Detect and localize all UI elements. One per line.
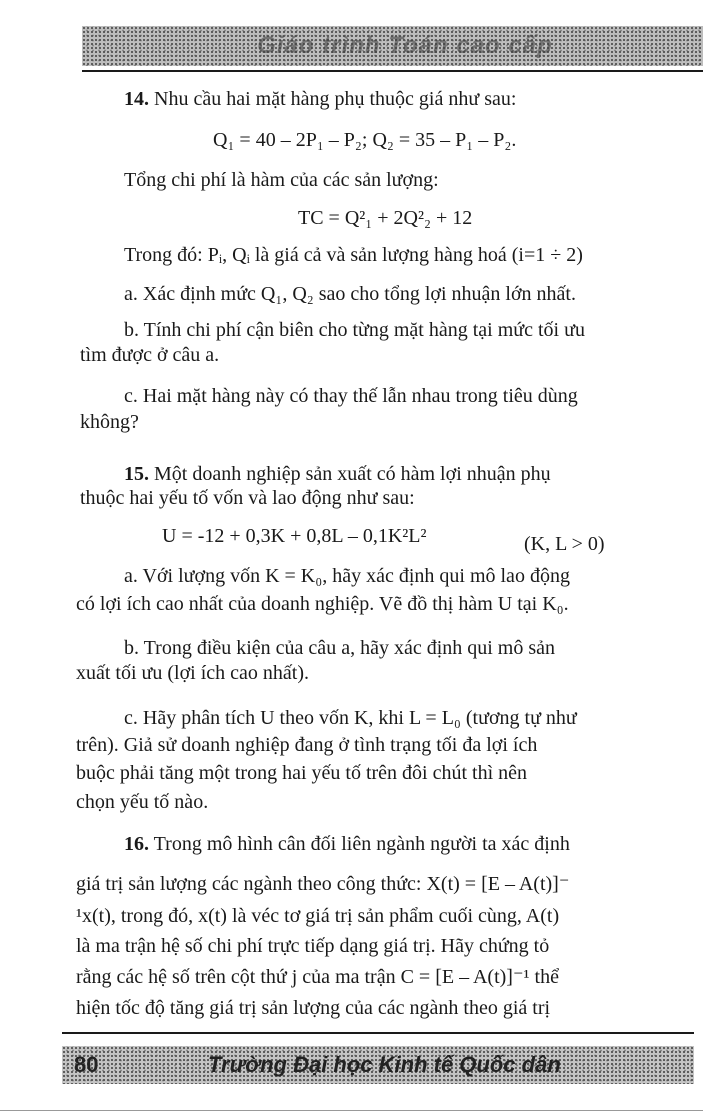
problem-15-part-c-line1: c. Hãy phân tích U theo vốn K, khi L = L₀ (tương tự như [124, 707, 577, 729]
problem-15-number: 15. [124, 463, 149, 485]
problem-15-intro-line2: thuộc hai yếu tố vốn và lao động như sau: [80, 487, 415, 509]
problem-15-condition: (K, L > 0) [524, 533, 605, 555]
problem-14-part-b-line1: b. Tính chi phí cận biên cho từng mặt hàng tại mức tối ưu [124, 319, 585, 341]
problem-15-intro-line1 [124, 462, 551, 486]
problem-15-part-c-line3: buộc phải tăng một trong hai yếu tố trên đôi chút thì nên [76, 762, 528, 784]
running-header-title: Giáo trình Toán cao cấp [257, 32, 553, 59]
problem-14-part-c-line2: không? [80, 411, 139, 433]
header-rule [82, 70, 703, 72]
problem-15-part-a-line1: a. Với lượng vốn K = K₀, hãy xác định qui mô lao động [124, 565, 570, 587]
problem-16-intro-text: Trong mô hình cân đối liên ngành người ta xác định [153, 833, 570, 855]
problem-15-part-b-line2: xuất tối ưu (lợi ích cao nhất). [76, 662, 310, 684]
problem-16-number: 16. [124, 833, 149, 855]
problem-14-intro [124, 87, 516, 111]
problem-16-line2: giá trị sản lượng các ngành theo công thức: X(t) = [E – A(t)]⁻ [76, 873, 570, 895]
problem-15-part-c-line2: trên). Giả sử doanh nghiệp đang ở tình trạng tối đa lợi ích [76, 734, 538, 756]
footer-rule [62, 1032, 694, 1034]
page-number: 80 [74, 1052, 99, 1077]
problem-14-cost-formula: TC = Q²₁ + 2Q²₂ + 12 [298, 207, 473, 229]
problem-14-intro-text: Nhu cầu hai mặt hàng phụ thuộc giá như sau: [154, 88, 517, 110]
problem-16-line3: ¹x(t), trong đó, x(t) là véc tơ giá trị sản phẩm cuối cùng, A(t) [76, 905, 560, 927]
problem-15-intro-text: Một doanh nghiệp sản xuất có hàm lợi nhuận phụ [154, 463, 551, 485]
problem-14-part-c-line1: c. Hai mặt hàng này có thay thế lẫn nhau trong tiêu dùng [124, 385, 578, 407]
problem-15-formula: U = -12 + 0,3K + 0,8L – 0,1K²L² [162, 525, 427, 547]
problem-15-part-b-line1: b. Trong điều kiện của câu a, hãy xác định qui mô sản [124, 637, 556, 659]
problem-16-line5: rằng các hệ số trên cột thứ j của ma trận C = [E – A(t)]⁻¹ thể [76, 966, 559, 988]
problem-14-number: 14. [124, 88, 149, 110]
problem-14-demand-formula: Q₁ = 40 – 2P₁ – P₂; Q₂ = 35 – P₁ – P₂. [213, 129, 517, 151]
problem-15-part-c-line4: chọn yếu tố nào. [76, 791, 209, 813]
problem-16-line4: là ma trận hệ số chi phí trực tiếp dạng giá trị. Hãy chứng tỏ [76, 935, 550, 957]
problem-14-part-a: a. Xác định mức Q₁, Q₂ sao cho tổng lợi nhuận lớn nhất. [124, 283, 576, 305]
problem-14-where: Trong đó: Pᵢ, Qᵢ là giá cả và sản lượng hàng hoá (i=1 ÷ 2) [124, 244, 583, 266]
problem-16-line6: hiện tốc độ tăng giá trị sản lượng của các ngành theo giá trị [76, 997, 551, 1019]
problem-16-line1 [124, 832, 570, 856]
scan-edge-line [0, 1110, 703, 1111]
problem-14-part-b-line2: tìm được ở câu a. [80, 344, 220, 366]
running-footer-title: Trường Đại học Kinh tế Quốc dân [208, 1052, 561, 1077]
problem-15-part-a-line2: có lợi ích cao nhất của doanh nghiệp. Vẽ đồ thị hàm U tại K₀. [76, 593, 569, 615]
problem-14-cost-intro: Tổng chi phí là hàm của các sản lượng: [124, 169, 439, 191]
